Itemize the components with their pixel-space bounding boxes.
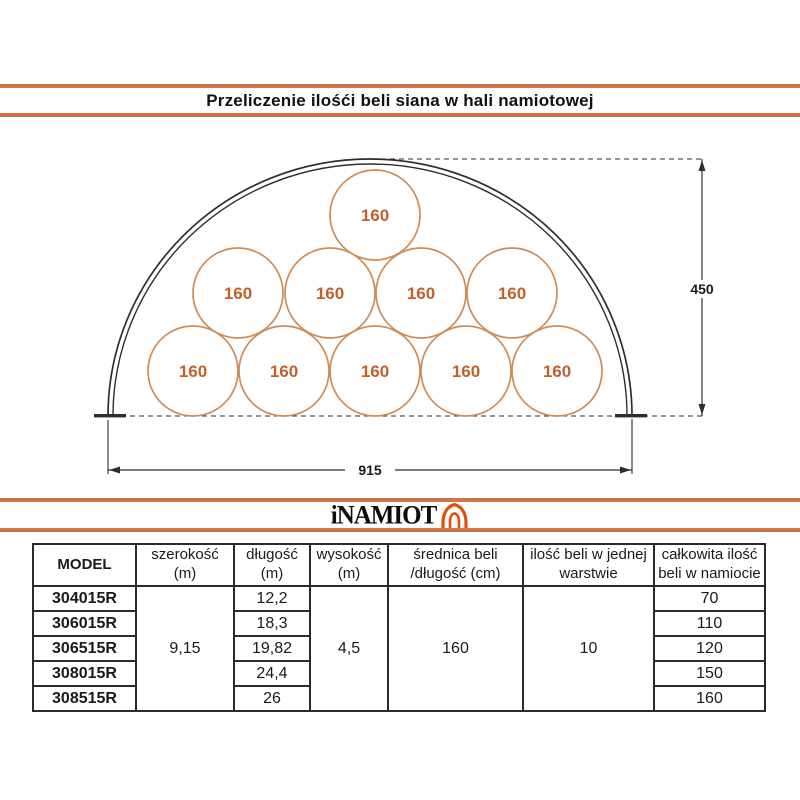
dlugosc-cell: 24,4 — [234, 661, 310, 686]
bale-label: 160 — [315, 284, 345, 303]
wysokosc-cell: 4,5 — [310, 586, 388, 711]
height-dimension-label: 450 — [690, 281, 714, 297]
divider — [0, 531, 800, 532]
srednica-cell: 160 — [388, 586, 523, 711]
width-dimension — [108, 419, 632, 478]
total-cell: 110 — [654, 611, 765, 636]
model-cell: 306515R — [33, 636, 136, 661]
total-cell: 120 — [654, 636, 765, 661]
bale-label: 160 — [542, 362, 572, 381]
dlugosc-cell: 18,3 — [234, 611, 310, 636]
bale — [421, 326, 511, 416]
total-cell: 160 — [654, 686, 765, 711]
bale-label: 160 — [223, 284, 253, 303]
szerokosc-cell: 9,15 — [136, 586, 234, 711]
col-header-szerokosc: szerokość (m) — [136, 544, 234, 586]
table-row — [33, 586, 765, 611]
total-cell: 150 — [654, 661, 765, 686]
bale — [285, 248, 375, 338]
bale-label: 160 — [406, 284, 436, 303]
height-dimension — [683, 159, 722, 416]
bale — [376, 248, 466, 338]
bale-label: 160 — [451, 362, 481, 381]
bale — [239, 326, 329, 416]
bale — [330, 170, 420, 260]
width-dimension-label: 915 — [358, 462, 382, 478]
bale — [193, 248, 283, 338]
spec-table — [32, 543, 766, 712]
col-header-wysokosc: wysokość (m) — [310, 544, 388, 586]
col-header-dlugosc: długość (m) — [234, 544, 310, 586]
bale-label: 160 — [360, 206, 390, 225]
dlugosc-cell: 12,2 — [234, 586, 310, 611]
brand-bar — [0, 498, 800, 532]
ilosc-warstwa-cell: 10 — [523, 586, 654, 711]
brand-logo-text: iNAMIOT — [330, 500, 437, 530]
dlugosc-cell: 26 — [234, 686, 310, 711]
col-header-calkowita: całkowita ilość beli w namiocie — [654, 544, 765, 586]
page-title: Przeliczenie ilośći beli siana w hali namiotowej — [206, 90, 594, 110]
title-bar — [0, 84, 800, 117]
total-cell: 70 — [654, 586, 765, 611]
bale-label: 160 — [269, 362, 299, 381]
bale-label: 160 — [497, 284, 527, 303]
bale — [512, 326, 602, 416]
divider — [0, 116, 800, 117]
dlugosc-cell: 19,82 — [234, 636, 310, 661]
bale — [330, 326, 420, 416]
tent-bale-diagram — [0, 130, 800, 490]
model-cell: 308515R — [33, 686, 136, 711]
tent-icon — [440, 502, 469, 528]
model-cell: 306015R — [33, 611, 136, 636]
bale-label: 160 — [178, 362, 208, 381]
model-cell: 308015R — [33, 661, 136, 686]
col-header-ilosc-warstwa: ilość beli w jednej warstwie — [523, 544, 654, 586]
model-cell: 304015R — [33, 586, 136, 611]
bale-label: 160 — [360, 362, 390, 381]
col-header-model: MODEL — [33, 544, 136, 586]
bale — [467, 248, 557, 338]
table-header-row — [33, 544, 765, 586]
col-header-srednica: średnica beli /długość (cm) — [388, 544, 523, 586]
bale — [148, 326, 238, 416]
